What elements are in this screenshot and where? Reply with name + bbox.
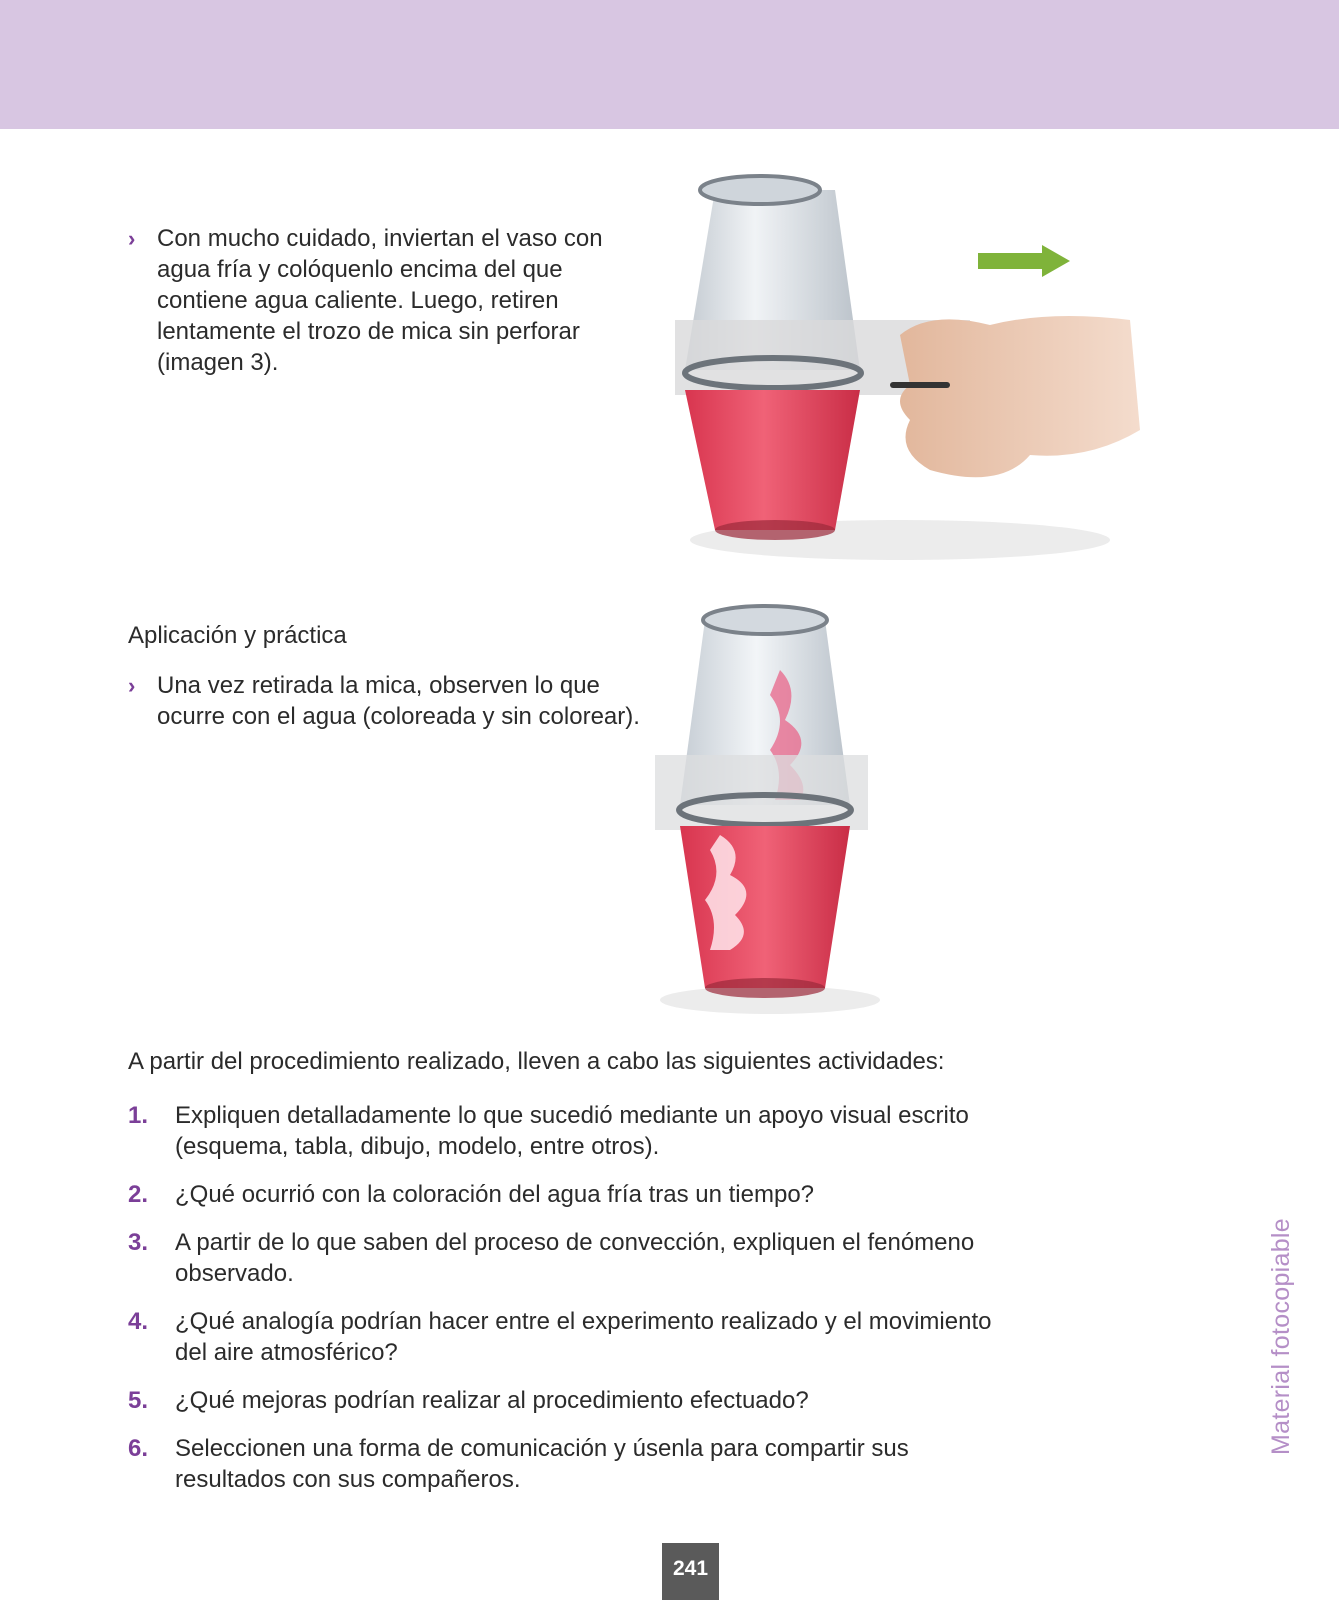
page-number: 241 <box>662 1543 719 1600</box>
step-text: Con mucho cuidado, inviertan el vaso con agua fría y colóquenlo encima del que contiene agua caliente. Luego, retiren lentamente el trozo de mica sin perforar (imagen 3). <box>157 225 603 376</box>
item-number: 4. <box>128 1308 149 1335</box>
bottom-glass <box>685 390 860 530</box>
arrow-right-icon <box>978 245 1070 277</box>
top-band <box>0 0 1339 129</box>
side-label: Material fotocopiable <box>1267 1218 1295 1455</box>
bottom-glass <box>680 826 850 988</box>
list-item <box>128 1385 996 1416</box>
application-instruction <box>128 670 648 732</box>
item-number: 5. <box>128 1387 149 1414</box>
list-item <box>128 1100 996 1162</box>
application-text: Una vez retirada la mica, observen lo que ocurre con el agua (coloreada y sin colorear). <box>157 672 640 730</box>
item-number: 1. <box>128 1102 149 1129</box>
item-text: ¿Qué analogía podrían hacer entre el experimento realizado y el movimiento del aire atmosférico? <box>175 1308 992 1366</box>
list-item <box>128 1227 996 1289</box>
item-number: 3. <box>128 1229 149 1256</box>
step-instruction <box>128 223 618 378</box>
bullet-icon: › <box>128 673 136 698</box>
activities-list <box>128 1100 996 1512</box>
item-text: Expliquen detalladamente lo que sucedió mediante un apoyo visual escrito (esquema, tabla, dibujo, modelo, entre otros). <box>175 1102 969 1160</box>
item-text: A partir de lo que saben del proceso de convección, expliquen el fenómeno observado. <box>175 1229 975 1287</box>
glasses-mixing-illustration <box>650 590 890 1020</box>
item-number: 2. <box>128 1181 149 1208</box>
activities-intro: A partir del procedimiento realizado, lleven a cabo las siguientes actividades: <box>128 1048 945 1075</box>
glasses-with-mica-illustration <box>670 160 1190 570</box>
item-text: Seleccionen una forma de comunicación y úsenla para compartir sus resultados con sus compañeros. <box>175 1435 909 1493</box>
list-item <box>128 1433 996 1495</box>
item-text: ¿Qué mejoras podrían realizar al procedimiento efectuado? <box>175 1387 809 1414</box>
hand <box>900 316 1140 477</box>
item-number: 6. <box>128 1435 149 1462</box>
bullet-icon: › <box>128 226 136 251</box>
section-heading: Aplicación y práctica <box>128 622 347 649</box>
list-item <box>128 1306 996 1368</box>
list-item <box>128 1179 996 1210</box>
item-text: ¿Qué ocurrió con la coloración del agua fría tras un tiempo? <box>175 1181 815 1208</box>
